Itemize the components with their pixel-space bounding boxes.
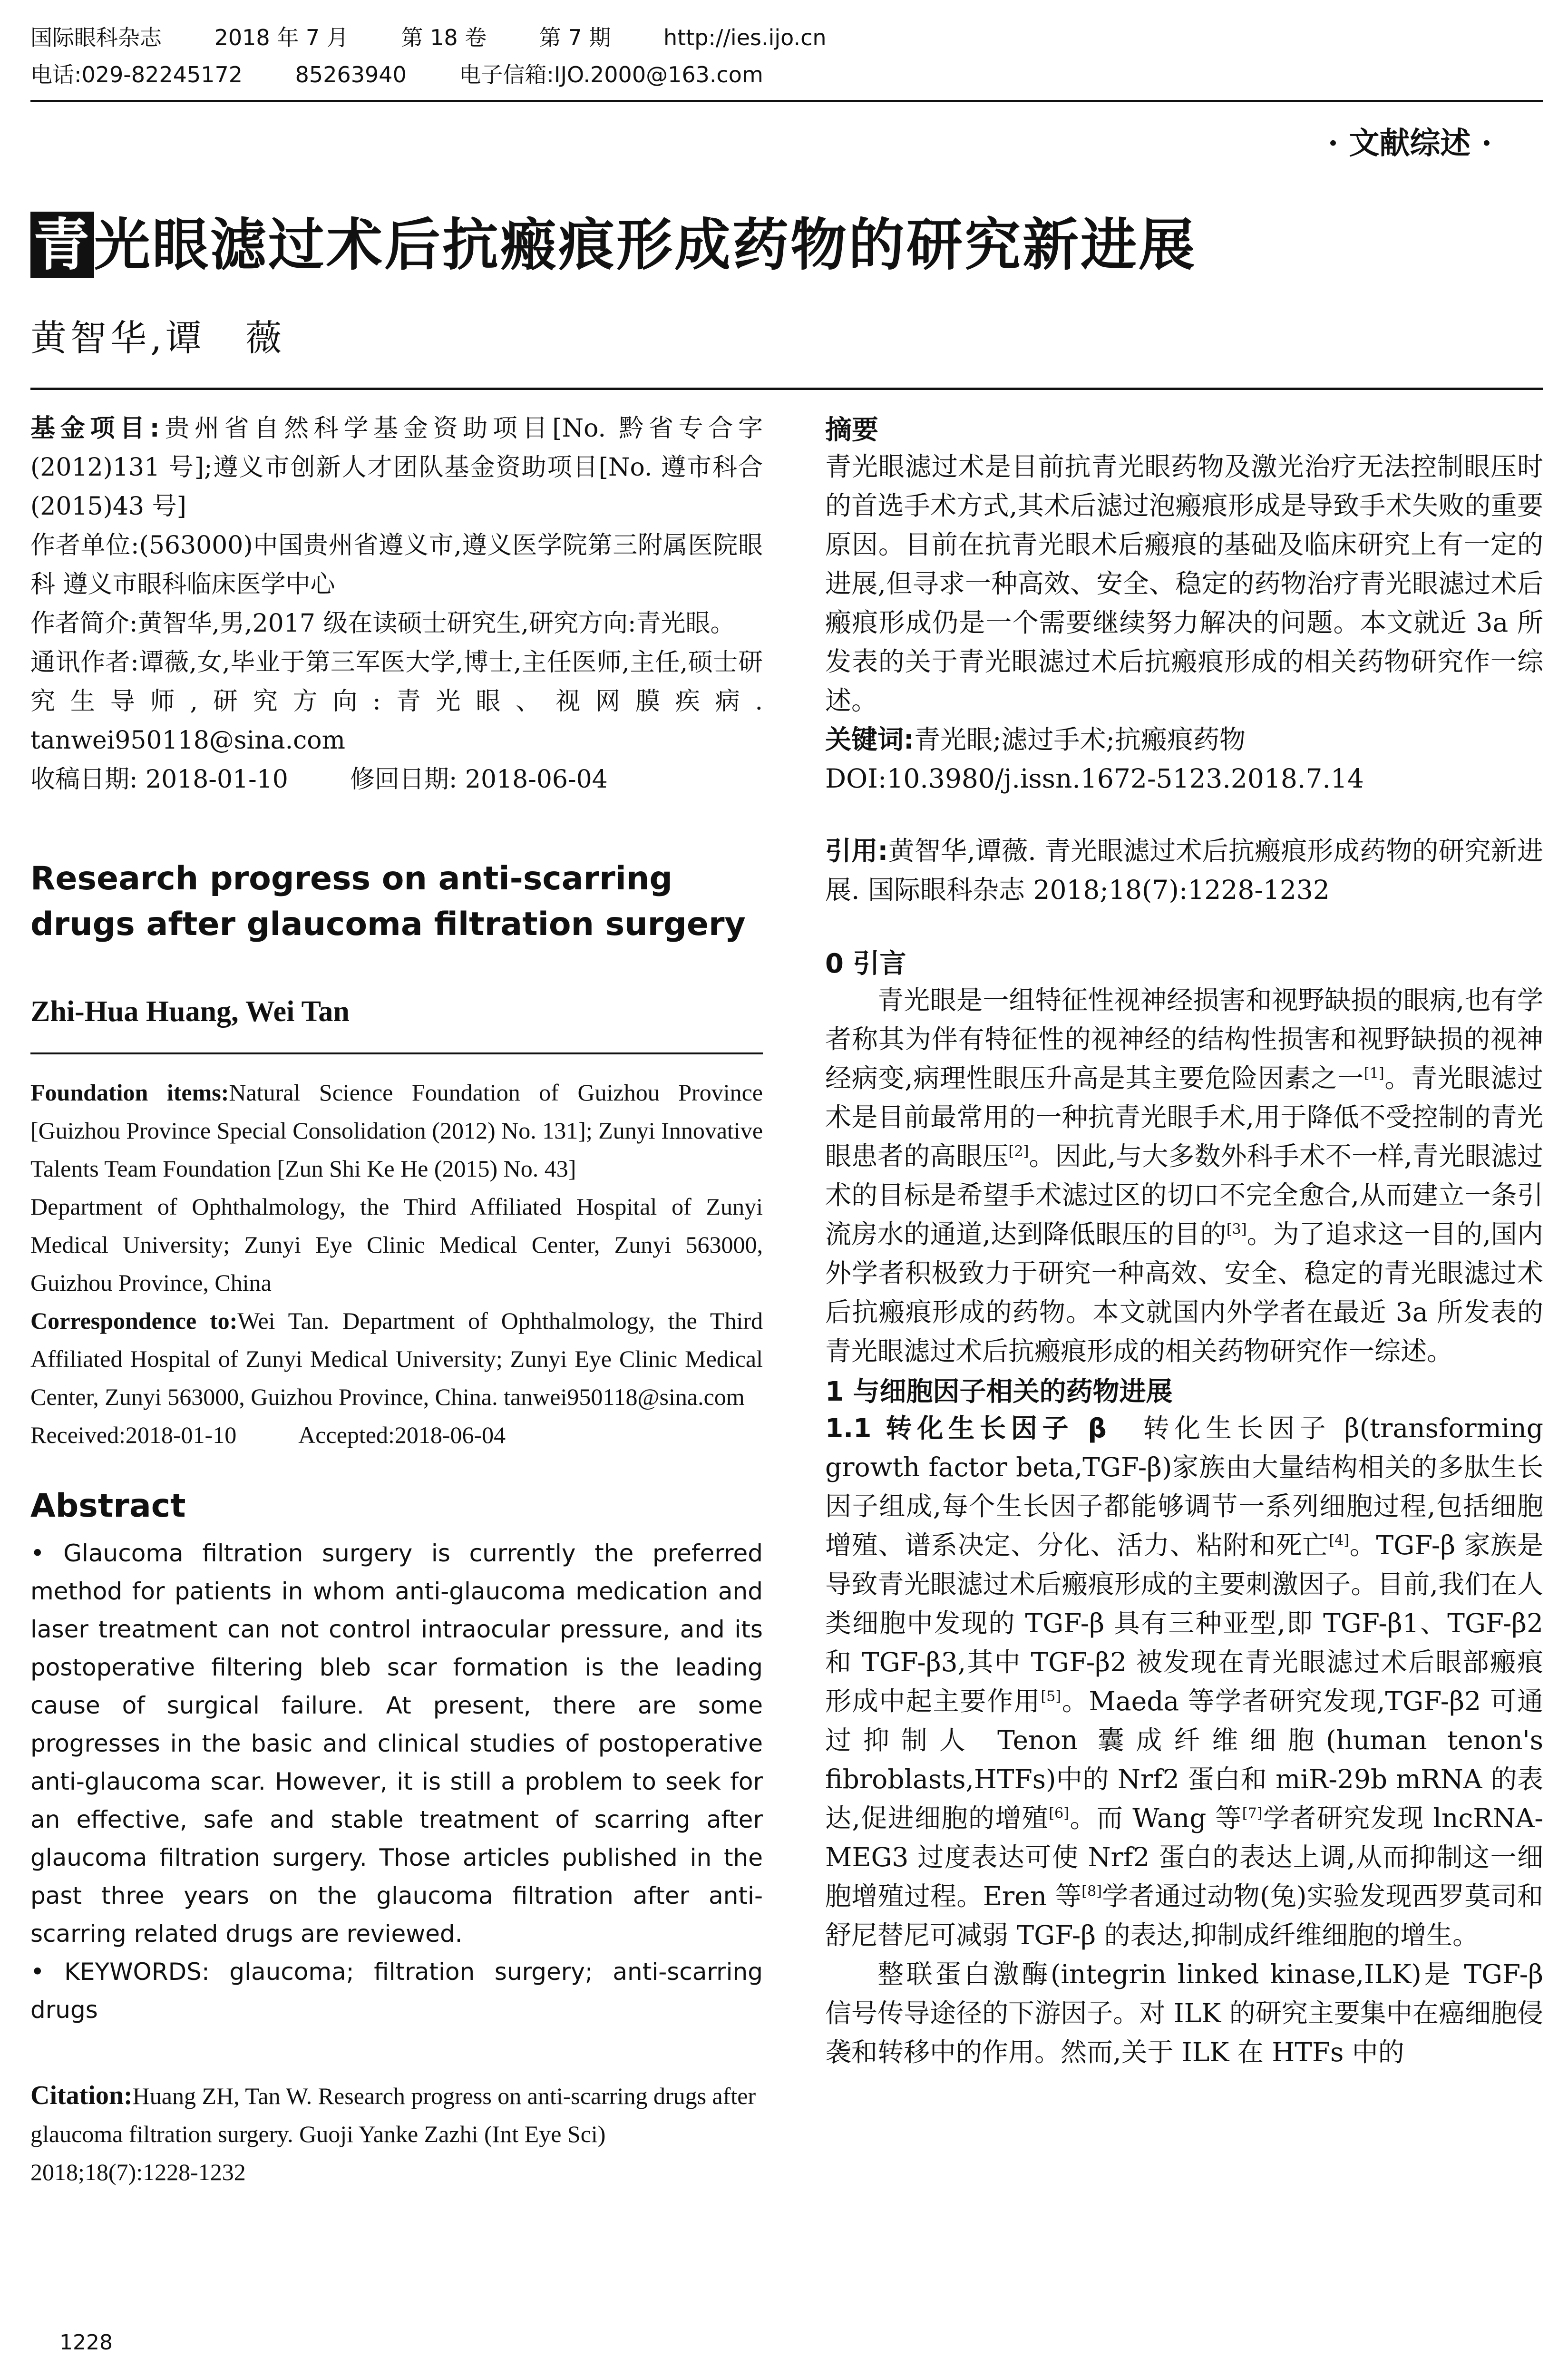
left-column bbox=[30, 409, 763, 2191]
ref-7: [7] bbox=[1242, 1805, 1263, 1822]
right-column bbox=[825, 409, 1543, 2072]
foundation-label: 基金项目: bbox=[30, 414, 160, 443]
citation-en bbox=[30, 2076, 763, 2191]
abstract-en-text: • Glaucoma filtration surgery is currently the preferred method for patients in whom anti-glaucoma medication and laser treatment can not control intraocular pressure, and its postoperative filtering bleb scar formation is the leading cause of surgical failure. At present, there are some progresses in the basic and clinical studies of postoperative anti-glaucoma scar. However, it is still a problem to seek for an effective, safe and stable treatment of scarring after glaucoma filtration surgery. Those articles published in the past three years on the glaucoma filtration after anti-scarring related drugs are reviewed. bbox=[30, 1539, 763, 1948]
header-line-2 bbox=[30, 56, 1543, 93]
doi: DOI:10.3980/j.issn.1672-5123.2018.7.14 bbox=[825, 763, 1364, 794]
ref-1: [1] bbox=[1363, 1065, 1384, 1082]
metadata-cn bbox=[30, 409, 763, 799]
abstract-heading-en: Abstract bbox=[30, 1487, 186, 1525]
citation-en-text: Huang ZH, Tan W. Research progress on anti-scarring drugs after glaucoma filtration surgery. Guoji Yanke Zazhi (Int Eye Sci) 2018;18(7):1228-1232 bbox=[30, 2083, 756, 2185]
authors-cn: 黄智华,谭 薇 bbox=[30, 317, 286, 359]
section-1-1-heading: 1.1 转化生长因子 β bbox=[825, 1413, 1107, 1443]
ref-3: [3] bbox=[1226, 1221, 1247, 1238]
bio-label: 作者简介: bbox=[30, 609, 138, 638]
fax: 85263940 bbox=[295, 62, 407, 88]
ref-6: [6] bbox=[1049, 1805, 1070, 1822]
foundation-en-text: Natural Science Foundation of Guizhou Province [Guizhou Province Special Consolidation (2012) No. 131]; Zunyi Innovative Talents Team Foundation [Zun Shi Ke He (2015) No. 43] bbox=[30, 1079, 763, 1182]
citation-cn-label: 引用: bbox=[825, 836, 888, 866]
header-rule bbox=[30, 100, 1543, 102]
keywords-en: • KEYWORDS: glaucoma; filtration surgery; anti-scarring drugs bbox=[30, 1958, 763, 2024]
section-1-heading: 1 与细胞因子相关的药物进展 bbox=[825, 1376, 1173, 1407]
bio-text: 黄智华,男,2017 级在读硕士研究生,研究方向:青光眼。 bbox=[137, 609, 735, 638]
sec1-text-5: 学者研究发现 lncRNA-MEG3 过度表达可使 Nrf2 蛋白的表达上调,从而抑制这一细胞增殖过程。Eren 等 bbox=[825, 1803, 1544, 1911]
dates-en bbox=[30, 1416, 763, 1454]
corr-en-label: Correspondence to: bbox=[30, 1307, 238, 1334]
title-block bbox=[30, 200, 1543, 281]
corr-text: 谭薇,女,毕业于第三军医大学,博士,主任医师,主任,硕士研究生导师,研究方向:青光眼、视网膜疾病. tanwei950118@sina.com bbox=[30, 648, 763, 755]
abstract-cn-text: 青光眼滤过术是目前抗青光眼药物及激光治疗无法控制眼压时的首选手术方式,其术后滤过泡瘢痕形成是导致手术失败的重要原因。目前在抗青光眼术后瘢痕的基础及临床研究上有一定的进展,但寻求一种高效、安全、稳定的药物治疗青光眼滤过术后瘢痕形成仍是一个需要继续努力解决的问题。本文就近 3a 所发表的关于青光眼滤过术后抗瘢痕形成的相关药物研究作一综述。 bbox=[825, 451, 1543, 716]
correspondence-en bbox=[30, 1302, 763, 1416]
issue-number: 第 7 期 bbox=[539, 25, 611, 50]
keywords-cn-text: 青光眼;滤过手术;抗瘢痕药物 bbox=[914, 724, 1246, 755]
title-drop-char: 青 bbox=[30, 212, 94, 278]
english-title: Research progress on anti-scarring drugs after glaucoma filtration surgery bbox=[30, 860, 746, 943]
english-authors: Zhi-Hua Huang, Wei Tan bbox=[30, 995, 350, 1028]
section-tag: · 文献综述 · bbox=[1327, 126, 1492, 161]
header-line-1 bbox=[30, 19, 1543, 56]
article-title bbox=[30, 200, 1543, 281]
keywords-cn-label: 关键词: bbox=[825, 724, 914, 755]
section-1-1-paragraph bbox=[825, 1409, 1543, 1955]
ref-4: [4] bbox=[1329, 1532, 1350, 1549]
dates-cn bbox=[30, 760, 763, 799]
sec1-text-6: 学者通过动物(兔)实验发现西罗莫司和舒尼替尼可减弱 TGF-β 的表达,抑制成纤维细胞的增生。 bbox=[825, 1881, 1543, 1950]
bio-cn bbox=[30, 604, 763, 643]
foundation-en-label: Foundation items: bbox=[30, 1079, 229, 1106]
sec0-text-1: 青光眼是一组特征性视神经损害和视野缺损的眼病,也有学者称其为伴有特征性的视神经的结构性损害和视野缺损的视神经病变,病理性眼压升高是其主要危险因素之一 bbox=[825, 985, 1544, 1093]
sec0-text-2: 。青光眼滤过术是目前最常用的一种抗青光眼手术,用于降低不受控制的青光眼患者的高眼压 bbox=[825, 1063, 1543, 1171]
affiliation-cn bbox=[30, 526, 763, 604]
title-text: 光眼滤过术后抗瘢痕形成药物的研究新进展 bbox=[94, 212, 1197, 278]
affiliation-en: Department of Ophthalmology, the Third Affiliated Hospital of Zunyi Medical University; Zunyi Eye Clinic Medical Center, Zunyi 563000, Guizhou Province, China bbox=[30, 1193, 763, 1296]
title-rule bbox=[30, 388, 1543, 390]
citation-en-label: Citation: bbox=[30, 2081, 133, 2110]
citation-cn-text: 黄智华,谭薇. 青光眼滤过术后抗瘢痕形成药物的研究新进展. 国际眼科杂志 2018;18(7):1228-1232 bbox=[825, 836, 1544, 905]
foundation-en bbox=[30, 1073, 763, 1188]
corr-label: 通讯作者: bbox=[30, 648, 139, 677]
email: 电子信箱:IJO.2000@163.com bbox=[459, 62, 763, 88]
ref-5: [5] bbox=[1041, 1688, 1062, 1705]
volume: 第 18 卷 bbox=[401, 25, 487, 50]
journal-name: 国际眼科杂志 bbox=[30, 25, 162, 50]
affil-text: (563000)中国贵州省遵义市,遵义医学院第三附属医院眼科 遵义市眼科临床医学中心 bbox=[30, 531, 763, 599]
running-header bbox=[30, 19, 1543, 93]
corr-en-text: Wei Tan. Department of Ophthalmology, the Third Affiliated Hospital of Zunyi Medical University; Zunyi Eye Clinic Medical Center, Zunyi 563000, Guizhou Province, China. tanwei950118@sina.com bbox=[30, 1307, 763, 1410]
sec0-text-3: 。因此,与大多数外科手术不一样,青光眼滤过术的目标是希望手术滤过区的切口不完全愈合,从而建立一条引流房水的通道,达到降低眼压的目的 bbox=[825, 1141, 1543, 1249]
revised-date-cn: 修回日期: 2018-06-04 bbox=[350, 765, 608, 794]
sec1-text-3: 。Maeda 等学者研究发现,TGF-β2 可通过抑制人 Tenon 囊成纤维细胞(human tenon's fibroblasts,HTFs)中的 Nrf2 蛋白和 miR-29b mRNA 的表达,促进细胞的增殖 bbox=[825, 1686, 1543, 1833]
accepted-date-en: Accepted:2018-06-04 bbox=[298, 1422, 506, 1448]
sec0-text-4: 。为了追求这一目的,国内外学者积极致力于研究一种高效、安全、稳定的青光眼滤过术后抗瘢痕形成的药物。本文就国内外学者在最近 3a 所发表的青光眼滤过术后抗瘢痕形成的相关药物研究作一综述。 bbox=[825, 1219, 1544, 1366]
received-date-en: Received:2018-01-10 bbox=[30, 1422, 237, 1448]
phone: 电话:029-82245172 bbox=[30, 62, 243, 88]
metadata-en bbox=[30, 1073, 763, 1454]
journal-url: http://ies.ijo.cn bbox=[663, 25, 827, 50]
foundation-text: 贵州省自然科学基金资助项目[No. 黔省专合字(2012)131 号];遵义市创新人才团队基金资助项目[No. 遵市科合(2015)43 号] bbox=[30, 414, 763, 521]
received-date-cn: 收稿日期: 2018-01-10 bbox=[30, 765, 288, 794]
section-1-1-paragraph-2: 整联蛋白激酶(integrin linked kinase,ILK)是 TGF-β 信号传导途径的下游因子。对 ILK 的研究主要集中在癌细胞侵袭和转移中的作用。然而,关于 ILK 在 HTFs 中的 bbox=[825, 1959, 1543, 2067]
keywords-cn bbox=[825, 720, 1543, 759]
english-authors-rule bbox=[30, 1052, 763, 1054]
issue-date: 2018 年 7 月 bbox=[214, 25, 349, 50]
sec1-text-2: 。TGF-β 家族是导致青光眼滤过术后瘢痕形成的主要刺激因子。目前,我们在人类细胞中发现的 TGF-β 具有三种亚型,即 TGF-β1、TGF-β2 和 TGF-β3,其中 TGF-β2 被发现在青光眼滤过术后眼部瘢痕形成中起主要作用 bbox=[825, 1530, 1543, 1716]
affil-label: 作者单位: bbox=[30, 531, 139, 560]
ref-8: [8] bbox=[1081, 1883, 1102, 1900]
correspondence-cn bbox=[30, 643, 763, 760]
page-number: 1228 bbox=[59, 2330, 113, 2355]
section-0-heading: 0 引言 bbox=[825, 948, 906, 979]
sec1-text-4: 。而 Wang 等 bbox=[1069, 1803, 1242, 1833]
ref-2: [2] bbox=[1008, 1143, 1029, 1160]
abstract-en bbox=[30, 1534, 763, 2029]
sec1-text-1: 转化生长因子 β(transforming growth factor beta,TGF-β)家族由大量结构相关的多肽生长因子组成,每个生长因子都能够调节一系列细胞过程,包括细胞增殖、谱系决定、分化、活力、粘附和死亡 bbox=[825, 1413, 1543, 1560]
abstract-heading-cn: 摘要 bbox=[825, 415, 878, 446]
section-0-paragraph bbox=[825, 981, 1543, 1371]
citation-cn bbox=[825, 831, 1543, 909]
foundation-cn bbox=[30, 409, 763, 526]
